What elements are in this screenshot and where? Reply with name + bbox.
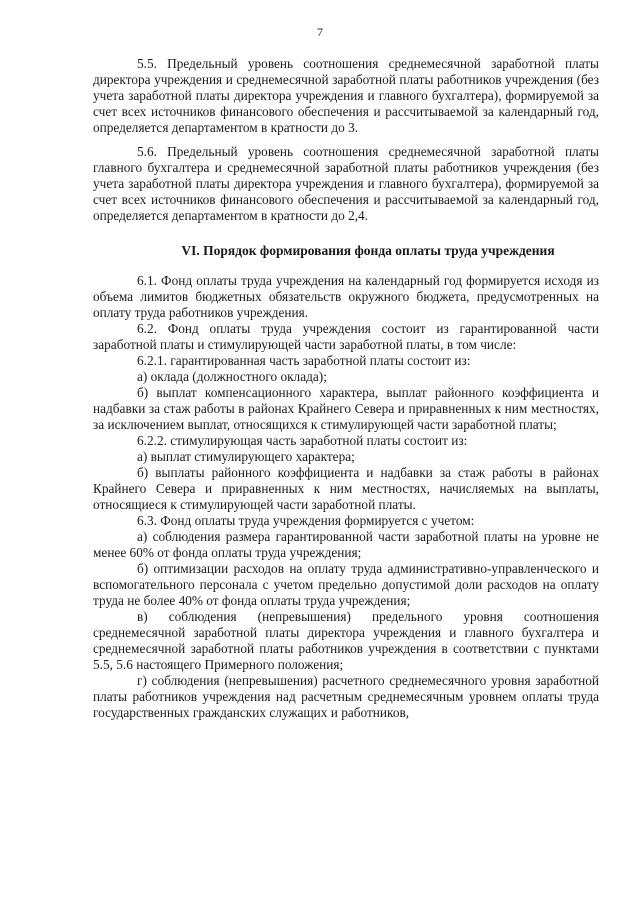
list-item-6-2-2-b: б) выплаты районного коэффициента и надбавки за стаж работы в районах Крайнего Севера и приравненных к ним местностях, начисляемых на выплаты, относящиеся к стимулирующей части заработной платы. [93, 465, 599, 512]
list-item-6-3-v: в) соблюдения (непревышения) предельного уровня соотношения среднемесячной заработной платы директора учреждения и главного бухгалтера и среднемесячной заработной платы работников учреждения в соответствии с пунктами 5.5, 5.6 настоящего Примерного положения; [93, 609, 599, 672]
list-item-6-3-a: а) соблюдения размера гарантированной части заработной платы на уровне не менее 60% от фонда оплаты труда учреждения; [93, 529, 599, 560]
paragraph-6-2: 6.2. Фонд оплаты труда учреждения состоит из гарантированной части заработной платы и стимулирующей части заработной платы, в том числе: [93, 321, 599, 352]
paragraph-6-3: 6.3. Фонд оплаты труда учреждения формируется с учетом: [137, 513, 475, 528]
list-item-6-3-g: г) соблюдения (непревышения) расчетного среднемесячного уровня заработной платы работников учреждения над расчетным среднемесячным уровнем оплаты труда государственных гражданских служащих и работников, [93, 673, 599, 720]
paragraph-5-5: 5.5. Предельный уровень соотношения среднемесячной заработной платы директора учреждения и среднемесячной заработной платы работников учреждения (без учета заработной платы директора учреждения и главного бухгалтера), формируемой за счет всех источников финансового обеспечения и рассчитываемой за календарный год, определяется департаментом в кратности до 3. [93, 56, 599, 135]
paragraph-6-2-2: 6.2.2. стимулирующая часть заработной платы состоит из: [137, 433, 468, 448]
section-heading: VI. Порядок формирования фонда оплаты труда учреждения [181, 243, 555, 258]
paragraph-5-6: 5.6. Предельный уровень соотношения среднемесячной заработной платы главного бухгалтера и среднемесячной заработной платы работников учреждения (без учета заработной платы директора учреждения и главного бухгалтера), формируемой за счет всех источников финансового обеспечения и рассчитываемой за календарный год, определяется департаментом в кратности до 2,4. [93, 144, 599, 223]
list-item-6-2-1-a: а) оклада (должностного оклада); [137, 369, 327, 384]
document-body [93, 56, 599, 721]
paragraph-6-2-1: 6.2.1. гарантированная часть заработной платы состоит из: [137, 353, 471, 368]
list-item-6-2-1-b: б) выплат компенсационного характера, выплат районного коэффициента и надбавки за стаж работы в районах Крайнего Севера и приравненных к ним местностях, за исключением выплат, относящихся к стимулирующей части заработной платы; [93, 385, 599, 432]
list-item-6-3-b: б) оптимизации расходов на оплату труда административно-управленческого и вспомогательного персонала с учетом предельно допустимой доли расходов на оплату труда не более 40% от фонда оплаты труда учреждения; [93, 561, 599, 608]
page-number: 7 [317, 25, 323, 39]
paragraph-6-1: 6.1. Фонд оплаты труда учреждения на календарный год формируется исходя из объема лимитов бюджетных обязательств окружного бюджета, предусмотренных на оплату труда работников учреждения. [93, 273, 599, 320]
list-item-6-2-2-a: а) выплат стимулирующего характера; [137, 449, 355, 464]
